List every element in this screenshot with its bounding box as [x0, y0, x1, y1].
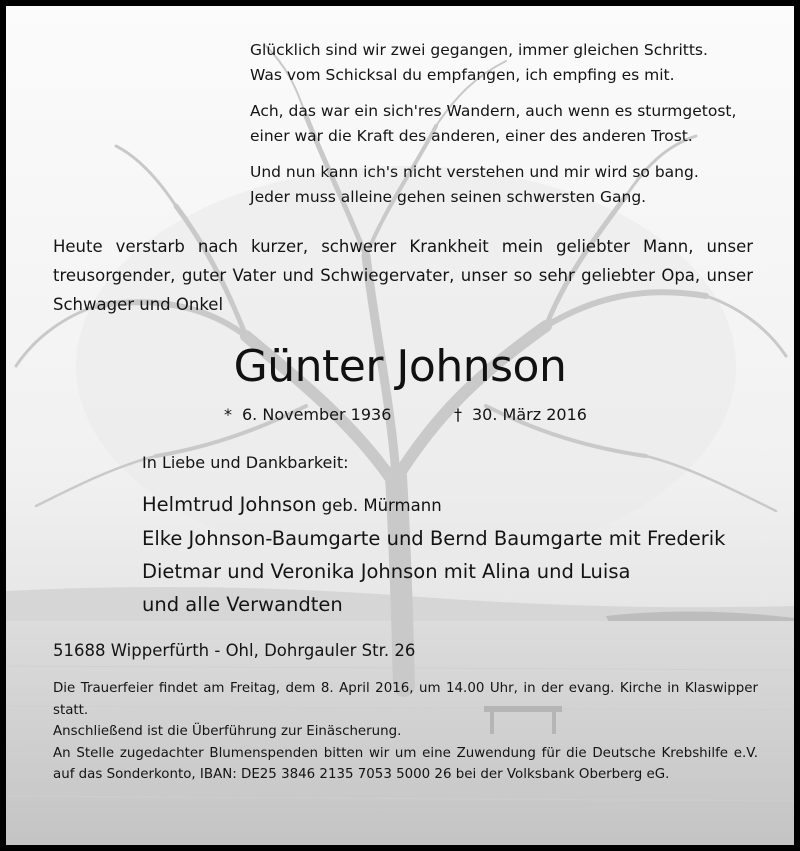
mourners-list	[142, 488, 792, 621]
mourner-line: und alle Verwandten	[142, 593, 343, 616]
mourner-name: Helmtrud Johnson	[142, 493, 317, 516]
poem-line: einer war die Kraft des anderen, einer des anderen Trost.	[250, 126, 693, 145]
poem-line: Und nun kann ich's nicht verstehen und mir wird so bang.	[250, 163, 699, 181]
cremation-info: Anschließend ist die Überführung zur Einäscherung.	[53, 724, 402, 740]
death-date-text: 30. März 2016	[472, 405, 587, 424]
mourner-line: Dietmar und Veronika Johnson mit Alina und Luisa	[142, 560, 631, 583]
poem-stanza	[250, 160, 780, 209]
announcement-text: Heute verstarb nach kurzer, schwerer Krankheit mein geliebter Mann, unser treusorgender, guter Vater und Schwiegervater, unser so sehr geliebter Opa, unser Schwager und Onkel	[53, 237, 753, 314]
donation-info: An Stelle zugedachter Blumenspenden bitten wir um eine Zuwendung für die Deutsche Krebshilfe e.V. auf das Sonderkonto, IBAN: DE25 3846 2135 7053 5000 26 bei der Volksbank Oberberg eG.	[53, 745, 758, 783]
funeral-service-info: Die Trauerfeier findet am Freitag, dem 8. April 2016, um 14.00 Uhr, in der evang. Kirche in Klaswipper statt.	[53, 681, 758, 718]
family-address: 51688 Wipperfürth - Ohl, Dohrgauler Str. 26	[53, 641, 416, 660]
birth-date	[224, 403, 391, 427]
thanks-line: In Liebe und Dankbarkeit:	[142, 453, 349, 472]
death-date	[454, 403, 587, 427]
poem-line: Ach, das war ein sich'res Wandern, auch wenn es sturmgetost,	[250, 102, 737, 120]
mourner-line	[142, 488, 792, 522]
poem	[250, 38, 780, 221]
poem-line: Was vom Schicksal du empfangen, ich empfing es mit.	[250, 65, 675, 84]
poem-line: Glücklich sind wir zwei gegangen, immer gleichen Schritts.	[250, 41, 708, 59]
poem-line: Jeder muss alleine gehen seinen schwersten Gang.	[250, 187, 647, 206]
death-cross-symbol: †	[454, 405, 462, 424]
funeral-details	[53, 678, 758, 786]
maiden-name: geb. Mürmann	[316, 496, 442, 515]
poem-stanza	[250, 38, 780, 87]
deceased-name: Günter Johnson	[233, 341, 567, 392]
birth-star-symbol: *	[224, 405, 232, 424]
poem-stanza	[250, 99, 780, 148]
obituary-content	[6, 6, 794, 845]
mourner-line: Elke Johnson-Baumgarte und Bernd Baumgarte mit Frederik	[142, 527, 726, 550]
birth-date-text: 6. November 1936	[242, 405, 392, 424]
